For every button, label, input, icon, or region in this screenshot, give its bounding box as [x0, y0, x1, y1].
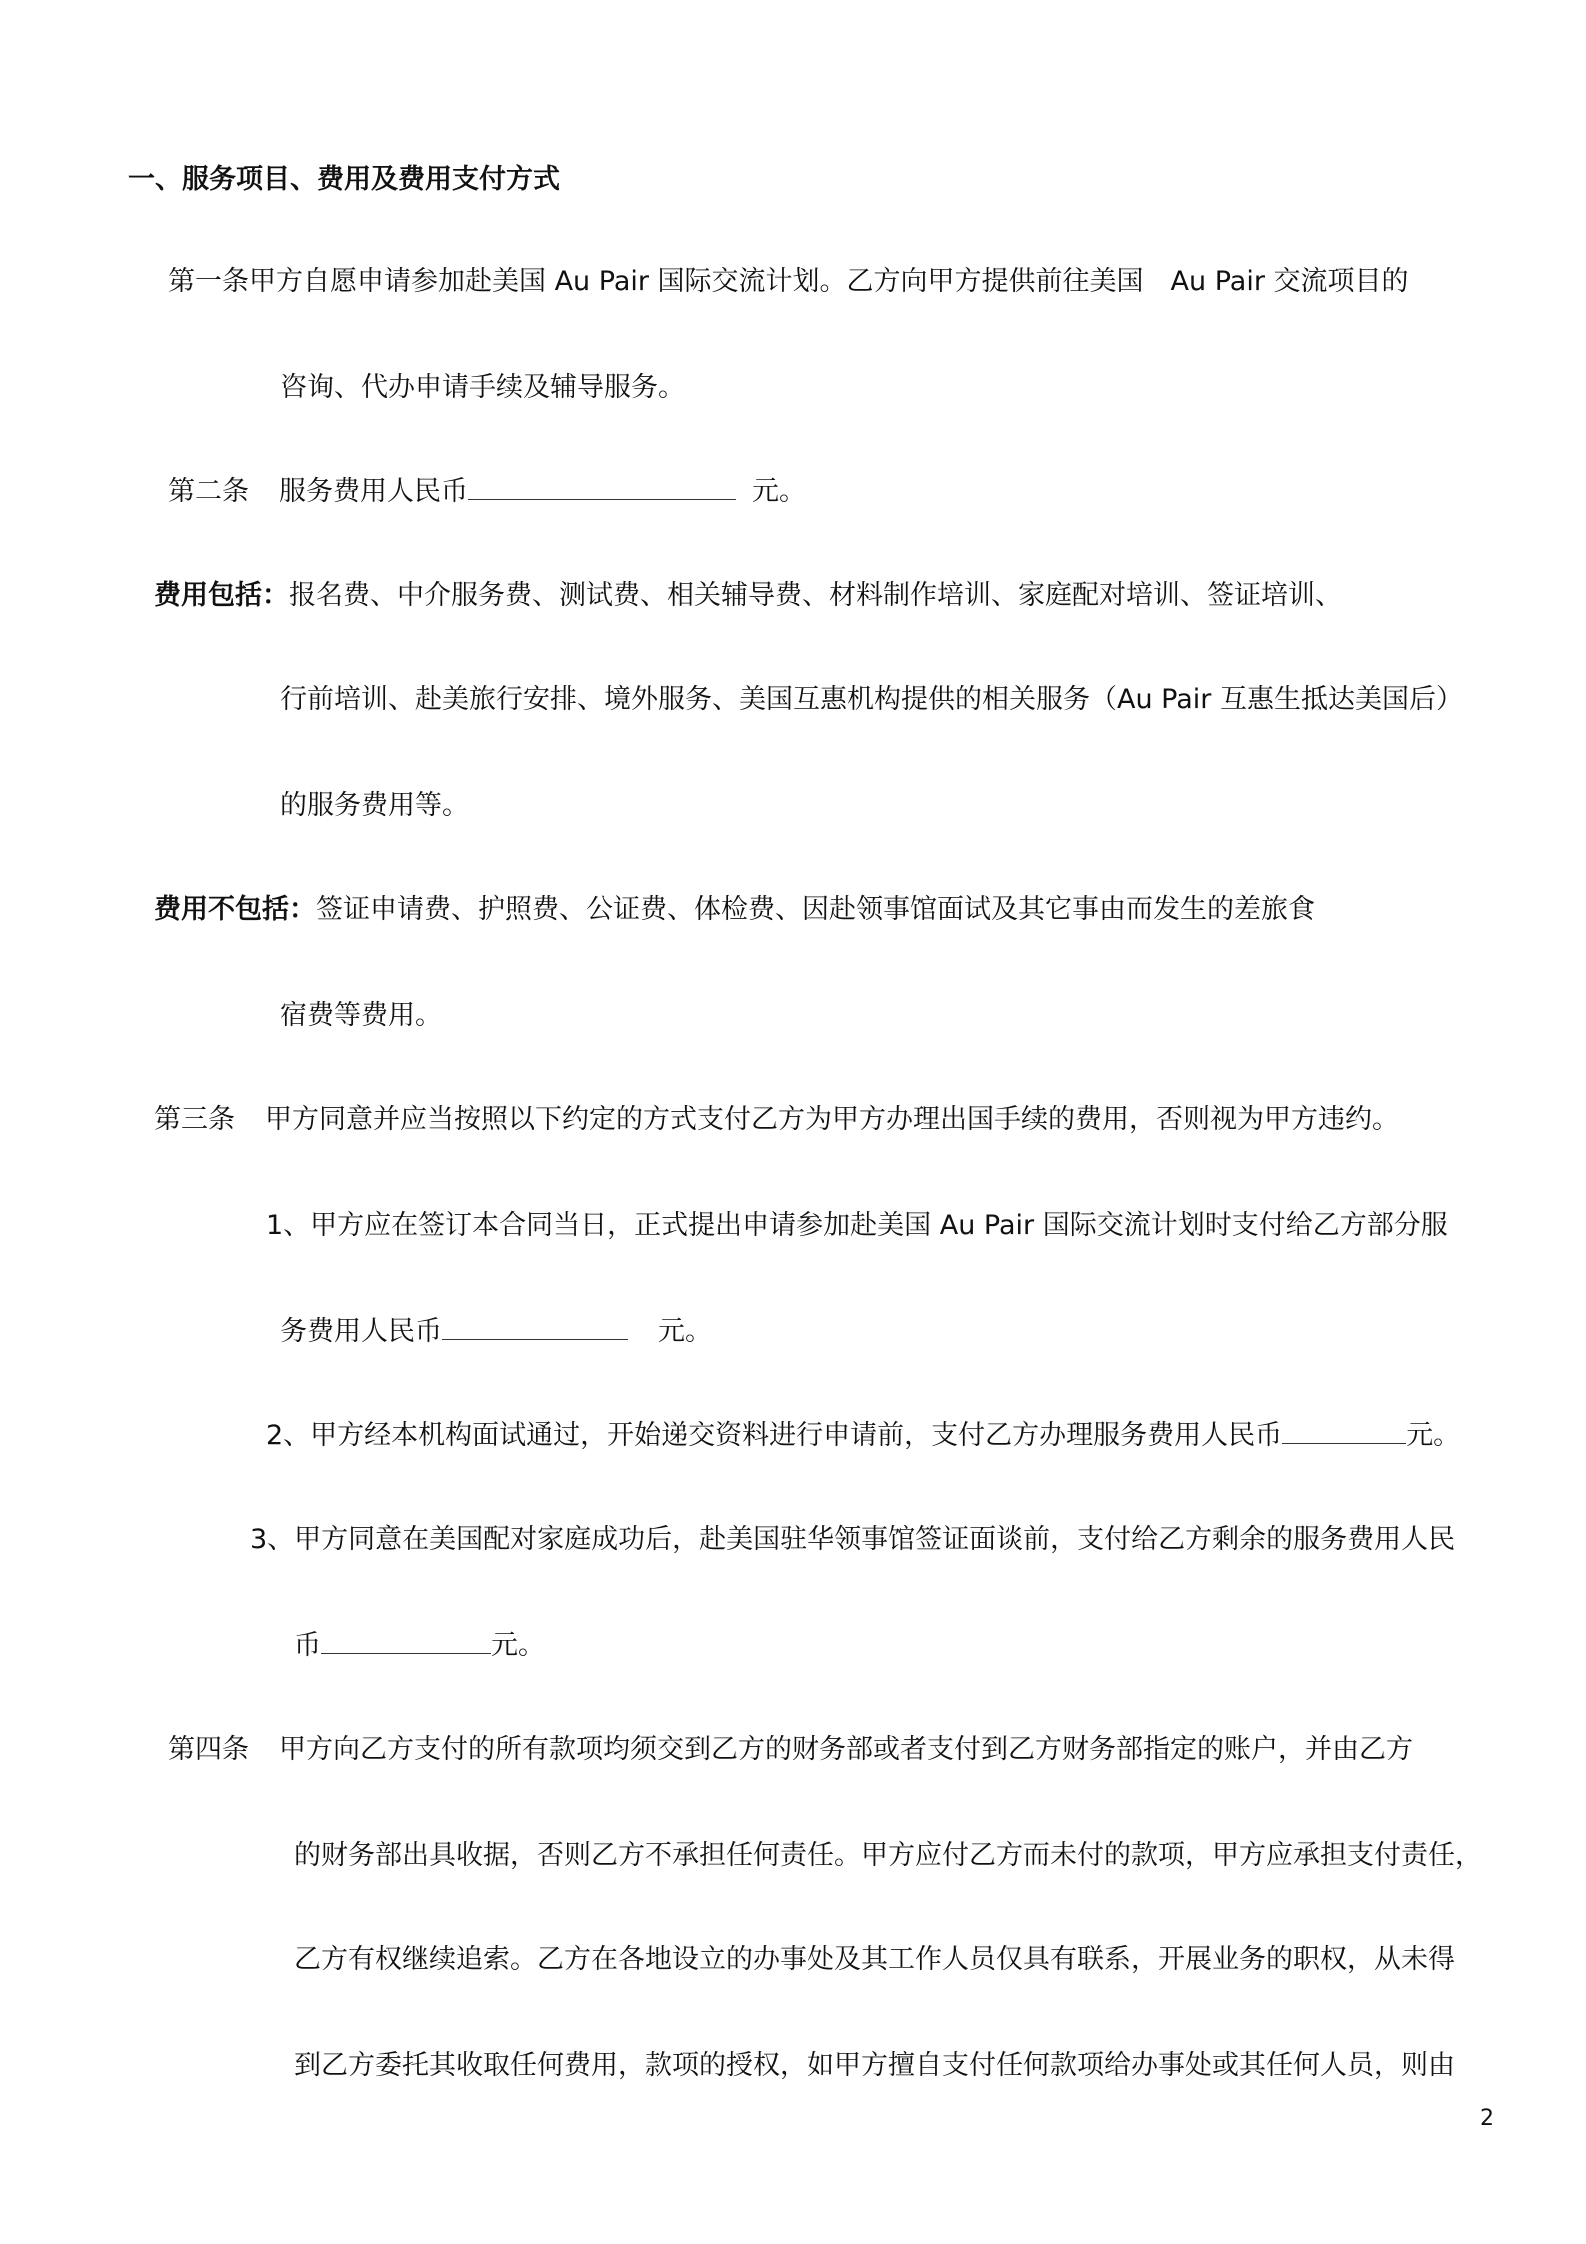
item2-blank[interactable] — [1282, 1421, 1406, 1444]
fees-excluded-label: 费用不包括： — [154, 894, 316, 925]
article3-item3-line1: 3、甲方同意在美国配对家庭成功后，赴美国驻华领事馆签证面谈前，支付给乙方剩余的服务费用人民 — [250, 1524, 1456, 1555]
article3 — [154, 1102, 1399, 1138]
item3-blank[interactable] — [321, 1631, 491, 1654]
article4-line2: 的财务部出具收据，否则乙方不承担任何责任。甲方应付乙方而未付的款项，甲方应承担支付责任， — [294, 1840, 1482, 1871]
fees-included-line2: 行前培训、赴美旅行安排、境外服务、美国互惠机构提供的相关服务（Au Pair 互惠生抵达美国后） — [280, 684, 1463, 715]
item1-blank[interactable] — [442, 1317, 628, 1340]
article3-item1-line2 — [280, 1314, 712, 1350]
article2 — [168, 474, 806, 510]
fees-excluded-text1: 签证申请费、护照费、公证费、体检费、因赴领事馆面试及其它事由而发生的差旅食 — [316, 894, 1315, 925]
item3-text: 币 — [294, 1630, 321, 1661]
article4-line4: 到乙方委托其收取任何费用，款项的授权，如甲方擅自支付任何款项给办事处或其任何人员，则由 — [294, 2050, 1455, 2081]
fees-excluded-line1 — [154, 892, 1315, 928]
article4-text1: 甲方向乙方支付的所有款项均须交到乙方的财务部或者支付到乙方财务部指定的账户，并由乙方 — [279, 1734, 1413, 1765]
item1-text: 务费用人民币 — [280, 1316, 442, 1347]
item2-unit: 元。 — [1406, 1420, 1461, 1451]
section-title: 一、服务项目、费用及费用支付方式 — [128, 164, 560, 195]
article2-label: 第二条 — [168, 476, 249, 507]
fees-included-line1 — [154, 578, 1342, 614]
article1-line2: 咨询、代办申请手续及辅导服务。 — [280, 372, 685, 403]
page-number: 2 — [1480, 2106, 1494, 2131]
article4-line1 — [168, 1732, 1413, 1768]
article3-item2 — [266, 1418, 1460, 1454]
article2-unit: 元。 — [752, 476, 806, 507]
article2-text: 服务费用人民币 — [279, 476, 468, 507]
fees-included-label: 费用包括： — [154, 580, 289, 611]
fees-included-text1: 报名费、中介服务费、测试费、相关辅导费、材料制作培训、家庭配对培训、签证培训、 — [289, 580, 1342, 611]
item3-unit: 元。 — [491, 1630, 545, 1661]
article3-text: 甲方同意并应当按照以下约定的方式支付乙方为甲方办理出国手续的费用，否则视为甲方违约。 — [265, 1104, 1399, 1135]
article4-label: 第四条 — [168, 1734, 249, 1765]
article1-line1: 第一条甲方自愿申请参加赴美国 Au Pair 国际交流计划。乙方向甲方提供前往美国 Au Pair 交流项目的 — [168, 266, 1409, 297]
fee-blank[interactable] — [468, 477, 736, 500]
article3-label: 第三条 — [154, 1104, 235, 1135]
item2-text: 2、甲方经本机构面试通过，开始递交资料进行申请前，支付乙方办理服务费用人民币 — [266, 1420, 1283, 1451]
item1-unit: 元。 — [658, 1316, 712, 1347]
article3-item1-line1: 1、甲方应在签订本合同当日，正式提出申请参加赴美国 Au Pair 国际交流计划时支付给乙方部分服 — [266, 1210, 1448, 1241]
fees-included-line3: 的服务费用等。 — [280, 790, 469, 821]
article4-line3: 乙方有权继续追索。乙方在各地设立的办事处及其工作人员仅具有联系，开展业务的职权，从未得 — [294, 1944, 1455, 1975]
article3-item3-line2 — [294, 1628, 545, 1664]
fees-excluded-line2: 宿费等费用。 — [280, 1000, 442, 1031]
